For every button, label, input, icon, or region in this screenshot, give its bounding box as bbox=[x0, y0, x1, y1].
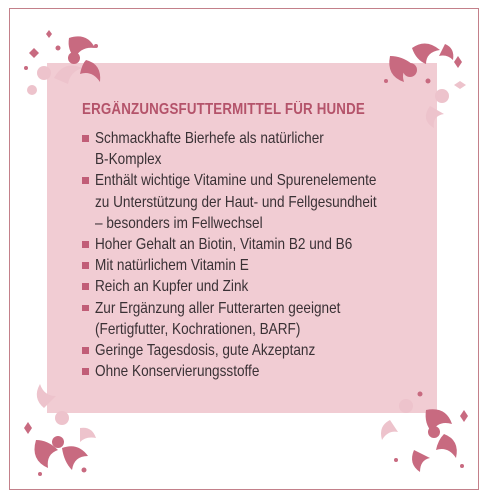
list-item-line: Zur Ergänzung aller Futterarten geeignet bbox=[95, 299, 341, 317]
list-item bbox=[82, 361, 442, 382]
floral-ornament-icon bbox=[366, 370, 481, 485]
bullet-square-icon bbox=[82, 305, 89, 312]
list-item-line: (Fertigfutter, Kochrationen, BARF) bbox=[95, 320, 301, 338]
bullet-square-icon bbox=[82, 283, 89, 290]
list-item-text bbox=[95, 128, 393, 170]
list-item bbox=[82, 255, 442, 276]
list-item bbox=[82, 234, 442, 255]
list-item-text bbox=[95, 340, 393, 361]
list-item-line: zu Unterstützung der Haut- und Fellgesundheit bbox=[95, 193, 377, 211]
page-title: ERGÄNZUNGSFUTTERMITTEL FÜR HUNDE bbox=[82, 101, 365, 118]
list-item-text bbox=[95, 298, 393, 340]
list-item-line: Hoher Gehalt an Biotin, Vitamin B2 und B6 bbox=[95, 236, 353, 254]
feature-list bbox=[82, 128, 442, 382]
list-item bbox=[82, 170, 442, 234]
list-item-line: Ohne Konservierungsstoffe bbox=[95, 363, 260, 381]
list-item bbox=[82, 298, 442, 340]
list-item-line: B-Komplex bbox=[95, 151, 162, 169]
bullet-square-icon bbox=[82, 135, 89, 142]
bullet-square-icon bbox=[82, 177, 89, 184]
bullet-square-icon bbox=[82, 241, 89, 248]
list-item-text bbox=[95, 276, 393, 297]
list-item bbox=[82, 340, 442, 361]
bullet-square-icon bbox=[82, 347, 89, 354]
list-item bbox=[82, 128, 442, 170]
floral-ornament-icon bbox=[370, 26, 480, 136]
list-item-line: Schmackhafte Bierhefe als natürlicher bbox=[95, 130, 324, 147]
list-item-text bbox=[95, 234, 393, 255]
list-item-text bbox=[95, 361, 393, 382]
list-item-line: Enthält wichtige Vitamine und Spurenelemente bbox=[95, 172, 377, 190]
bullet-square-icon bbox=[82, 368, 89, 375]
list-item bbox=[82, 276, 442, 297]
list-item-text bbox=[95, 255, 393, 276]
list-item-line: Mit natürlichem Vitamin E bbox=[95, 257, 249, 275]
list-item-line: Geringe Tagesdosis, gute Akzeptanz bbox=[95, 342, 316, 360]
bullet-square-icon bbox=[82, 262, 89, 269]
list-item-line: – besonders im Fellwechsel bbox=[95, 214, 263, 232]
list-item-line: Reich an Kupfer und Zink bbox=[95, 278, 249, 296]
floral-ornament-icon bbox=[14, 378, 124, 488]
list-item-text bbox=[95, 170, 393, 234]
